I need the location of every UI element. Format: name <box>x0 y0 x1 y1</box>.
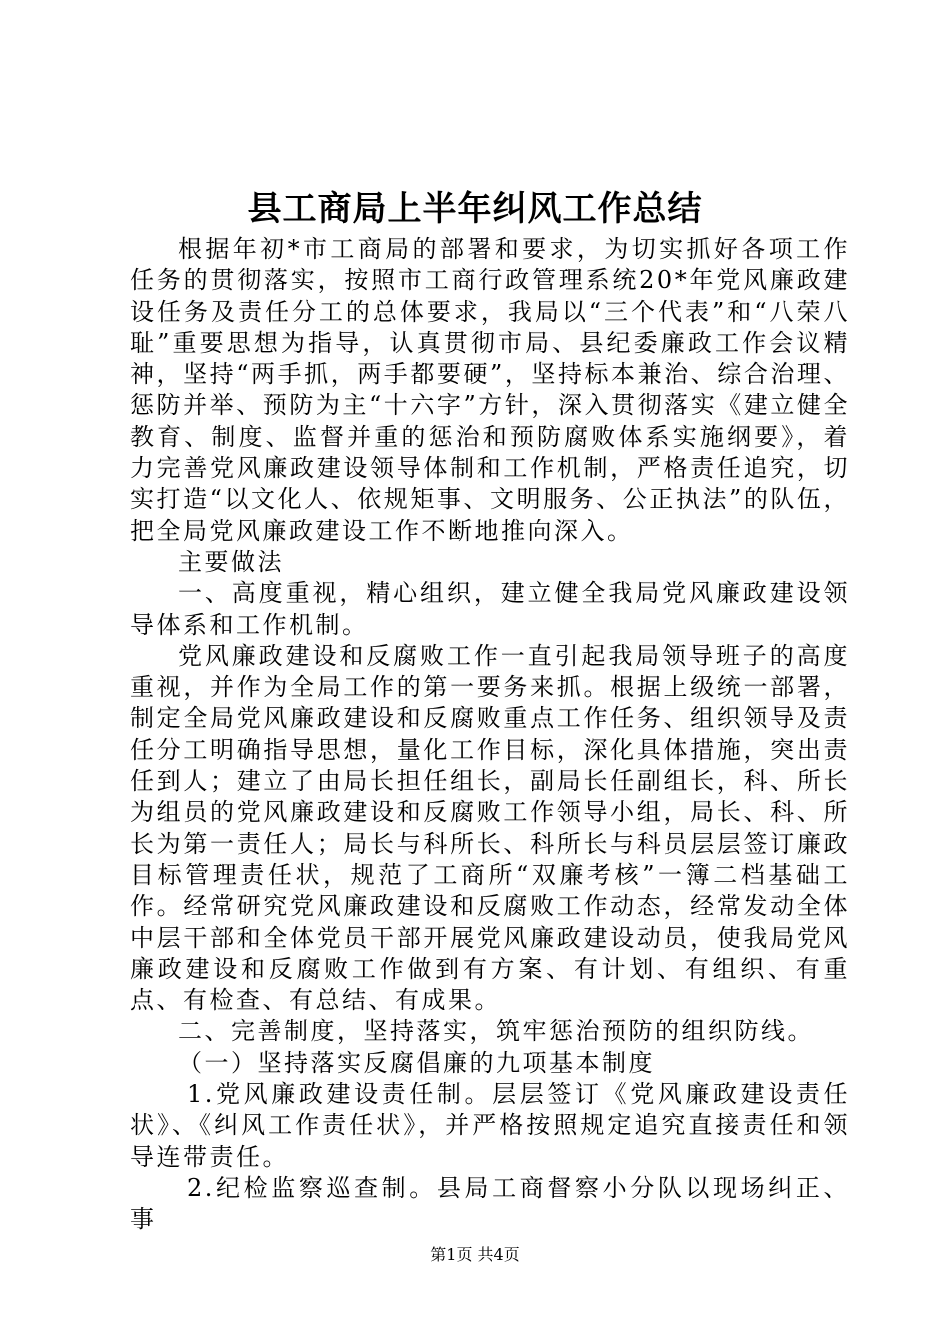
list-item-2: 2.纪检监察巡查制。县局工商督察小分队以现场纠正、事 <box>130 1173 850 1234</box>
document-body <box>130 234 850 1236</box>
paragraph-section-one-body: 党风廉政建设和反腐败工作一直引起我局领导班子的高度重视，并作为全局工作的第一要务来抓。根据上级统一部署，制定全局党风廉政建设和反腐败重点工作任务、组织领导及责任分工明确指导思想，量化工作目标，深化具体措施，突出责任到人；建立了由局长担任组长，副局长任副组长，科、所长为组员的党风廉政建设和反腐败工作领导小组，局长、科、所长为第一责任人；局长与科所长、科所长与科员层层签订廉政目标管理责任状，规范了工商所“双廉考核”一簿二档基础工作。经常研究党风廉政建设和反腐败工作动态，经常发动全体中层干部和全体党员干部开展党风廉政建设动员，使我局党风廉政建设和反腐败工作做到有方案、有计划、有组织、有重点、有检查、有总结、有成果。 <box>130 641 850 1015</box>
heading-subsection-one: （一）坚持落实反腐倡廉的九项基本制度 <box>178 1048 655 1077</box>
paragraph-intro: 根据年初*市工商局的部署和要求，为切实抓好各项工作任务的贯彻落实，按照市工商行政管理系统20*年党风廉政建设任务及责任分工的总体要求，我局以“三个代表”和“八荣八耻”重要思想为指导，认真贯彻市局、县纪委廉政工作会议精神，坚持“两手抓，两手都要硬”，坚持标本兼治、综合治理、惩防并举、预防为主“十六字”方针，深入贯彻落实《建立健全教育、制度、监督并重的惩治和预防腐败体系实施纲要》，着力完善党风廉政建设领导体制和工作机制，严格责任追究，切实打造“以文化人、依规矩事、文明服务、公正执法”的队伍，把全局党风廉政建设工作不断地推向深入。 <box>130 235 850 545</box>
page-number-footer: 第1页 共4页 <box>430 1245 520 1264</box>
heading-main-practices: 主要做法 <box>178 547 284 576</box>
document-title: 县工商局上半年纠风工作总结 <box>247 189 703 229</box>
heading-section-two: 二、完善制度，坚持落实，筑牢惩治预防的组织防线。 <box>178 1017 814 1046</box>
list-item-1: 1.党风廉政建设责任制。层层签订《党风廉政建设责任状》、《纠风工作责任状》，并严格按照规定追究直接责任和领导连带责任。 <box>130 1080 850 1171</box>
heading-section-one: 一、高度重视，精心组织，建立健全我局党风廉政建设领导体系和工作机制。 <box>130 579 850 639</box>
